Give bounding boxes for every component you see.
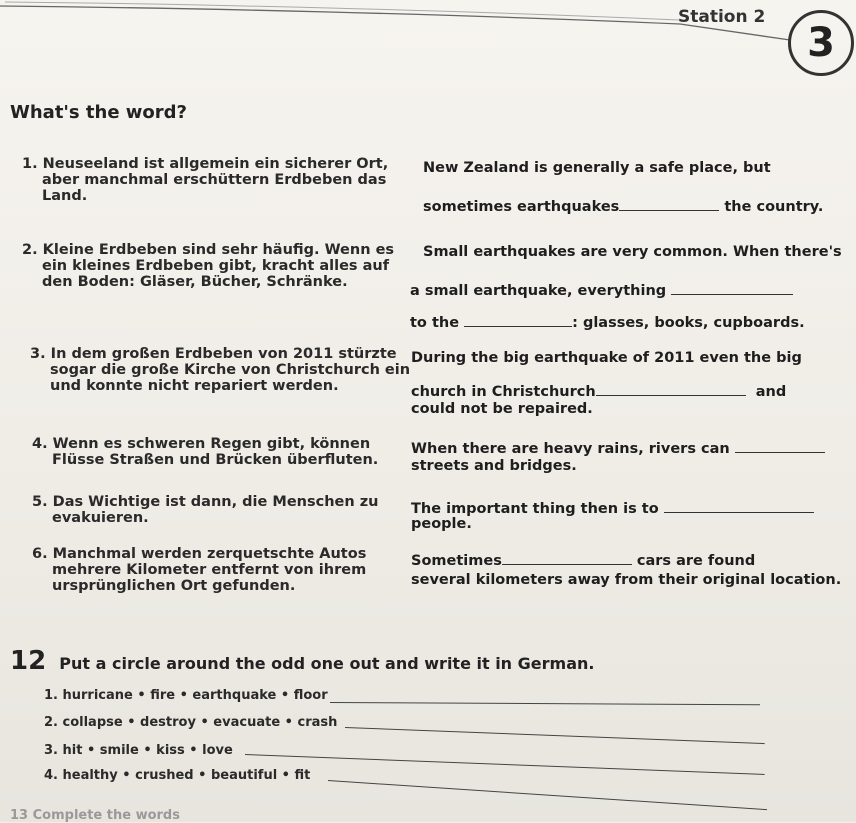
- answer-line-3[interactable]: [245, 754, 765, 775]
- odd-row-1: 1. hurricane • fire • earthquake • floor: [44, 688, 328, 703]
- odd-row-2: 2. collapse • destroy • evacuate • crash: [44, 715, 338, 730]
- item-3-english-line2: church in Christchurch and: [411, 381, 786, 400]
- item-3-english-line3: could not be repaired.: [411, 401, 593, 417]
- answer-blank-6[interactable]: [502, 550, 632, 565]
- item-1-english-line2: sometimes earthquakes the country.: [423, 196, 823, 215]
- answer-blank-2a[interactable]: [671, 280, 793, 295]
- item-4-german: 4. Wenn es schweren Regen gibt, können Flüsse Straßen und Brücken überfluten.: [32, 436, 379, 468]
- item-5-english: The important thing then is to: [411, 498, 814, 517]
- answer-line-1[interactable]: [330, 702, 760, 705]
- item-6-english: Sometimes cars are found: [411, 550, 755, 569]
- answer-blank-4[interactable]: [735, 438, 825, 453]
- answer-blank-1[interactable]: [619, 196, 719, 211]
- item-2-english: Small earthquakes are very common. When there's: [423, 244, 842, 260]
- item-2-german: 2. Kleine Erdbeben sind sehr häufig. Wenn es ein kleines Erdbeben gibt, kracht alles auf den Boden: Gläser, Bücher, Schränke.: [22, 242, 395, 290]
- answer-blank-3[interactable]: [596, 381, 746, 396]
- item-6-english-line2: several kilometers away from their original location.: [411, 572, 842, 588]
- item-3-german: 3. In dem großen Erdbeben von 2011 stürzte sogar die große Kirche von Christchurch ein und konnte nicht repariert werden.: [30, 346, 411, 394]
- item-6-german: 6. Manchmal werden zerquetschte Autos mehrere Kilometer entfernt von ihrem ursprünglichen Ort gefunden.: [32, 546, 367, 594]
- answer-blank-5[interactable]: [664, 498, 814, 513]
- item-4-english-line2: streets and bridges.: [411, 458, 577, 474]
- odd-row-4: 4. healthy • crushed • beautiful • fit: [44, 768, 311, 783]
- answer-blank-2b[interactable]: [464, 312, 572, 327]
- item-1-english: New Zealand is generally a safe place, but: [423, 160, 771, 176]
- exercise-title: Put a circle around the odd one out and write it in German.: [59, 654, 595, 673]
- item-2-english-line3: to the : glasses, books, cupboards.: [410, 312, 805, 331]
- page-number-badge: 3: [788, 10, 854, 76]
- exercise-12-heading: [10, 646, 594, 676]
- answer-line-2[interactable]: [345, 727, 765, 744]
- item-5-english-line2: people.: [411, 516, 472, 532]
- item-4-english: When there are heavy rains, rivers can: [411, 438, 825, 457]
- item-5-german: 5. Das Wichtige ist dann, die Menschen zu evakuieren.: [32, 494, 379, 526]
- answer-line-4[interactable]: [328, 780, 767, 810]
- section-title: What's the word?: [10, 102, 188, 123]
- item-1-german: 1. Neuseeland ist allgemein ein sicherer Ort, aber manchmal erschüttern Erdbeben das Land.: [22, 156, 389, 204]
- exercise-number: 12: [10, 646, 47, 676]
- odd-row-3: 3. hit • smile • kiss • love: [44, 743, 233, 758]
- item-3-english: During the big earthquake of 2011 even the big: [411, 350, 802, 366]
- item-2-english-line2: a small earthquake, everything: [410, 280, 793, 299]
- next-exercise-heading: 13 Complete the words: [10, 808, 180, 823]
- station-label: Station 2: [678, 7, 766, 27]
